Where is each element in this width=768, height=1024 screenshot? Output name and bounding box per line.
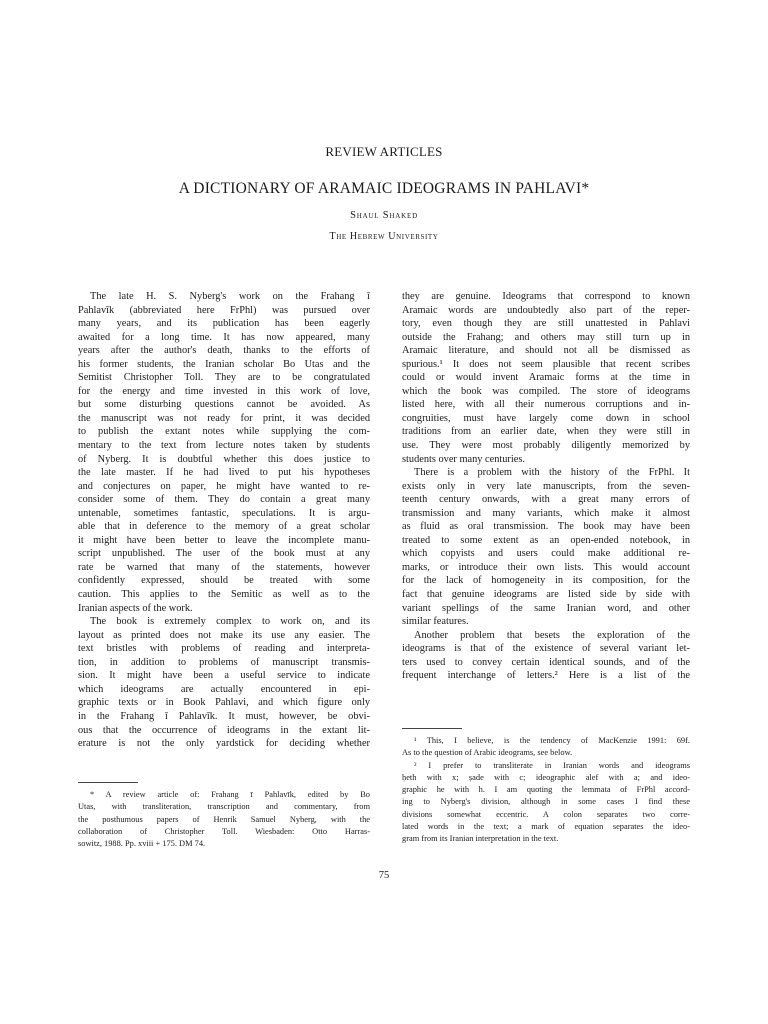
body-line: graphic texts or in Book Pahlavi, and which figure only — [78, 697, 370, 709]
body-line: sion. It might have been a useful service to indicate — [78, 670, 370, 682]
footnote-line: sowitz, 1988. Pp. xviii + 175. DM 74. — [78, 839, 206, 849]
body-line: the late master. If he had lived to put his hypotheses — [78, 467, 370, 479]
body-line: many years, and its publication has been eagerly — [78, 318, 370, 330]
section-heading: REVIEW ARTICLES — [325, 144, 443, 159]
body-line: confidently expressed, should be treated with some — [78, 575, 370, 587]
footnote-line: As to the question of Arabic ideograms, see below. — [402, 748, 573, 758]
body-line: transmission and many variants, which make it almost — [402, 507, 690, 519]
footnote-line: ¹ This, I believe, is the tendency of MacKenzie 1991: 69f. — [414, 736, 690, 745]
author-affiliation: The Hebrew University — [329, 231, 439, 242]
footnote-line: ḥeth with x; ṣade with c; ideographic alef with a; and ideo- — [402, 772, 690, 782]
footnote-line: * A review article of: Frahang ī Pahlavīk, edited by Bo — [90, 790, 370, 799]
body-line: awaited for a long time. It has now appeared, many — [78, 331, 370, 343]
body-line: variant spellings of the same Iranian word, and other — [402, 602, 690, 614]
body-line: teenth century onwards, with a great many errors of — [402, 494, 690, 506]
body-line: rate be warned that many of the statements, however — [78, 561, 370, 573]
body-line: they are genuine. Ideograms that correspond to known — [402, 291, 690, 302]
body-line: use. They were most probably diligently memorized by — [402, 440, 690, 452]
footnote-line: collaboration of Christopher Toll. Wiesbaden: Otto Harras- — [78, 826, 370, 836]
body-line: There is a problem with the history of the FrPhl. It — [414, 467, 690, 479]
body-line: erature is not the only yardstick for deciding whether — [78, 738, 370, 750]
body-line: which copyists and users could make additional re- — [402, 548, 690, 560]
body-line: it might have been better to leave the incomplete manu- — [78, 534, 370, 546]
body-line: as fluid as oral transmission. The book may have been — [402, 521, 690, 533]
body-line: exists only in very late manuscripts, from the seven- — [402, 480, 690, 492]
body-line: the manuscript was not ready for print, it was decided — [78, 412, 370, 424]
body-line: in the Frahang ī Pahlavīk. It must, however, be obvi- — [78, 710, 370, 722]
footnote-line: Utas, with transliteration, transcription and commentary, from — [78, 802, 370, 812]
footnote-divider — [402, 728, 462, 729]
body-line: Pahlavīk (abbreviated here FrPhl) was pursued over — [78, 304, 370, 316]
body-line: which the book was compiled. The store of ideograms — [402, 385, 690, 397]
body-line: Another problem that besets the exploration of the — [414, 629, 690, 641]
author-name: Shaul Shaked — [350, 210, 418, 221]
body-line: The late H. S. Nyberg's work on the Frahang ī — [90, 291, 370, 302]
body-line: outside the Frahang; and others may still turn up in — [402, 331, 690, 343]
body-line: which ideograms are actually encountered in epi- — [78, 683, 370, 695]
body-line: Iranian aspects of the work. — [78, 602, 193, 614]
footnote-line: the posthumous papers of Henrik Samuel Nyberg, with the — [78, 814, 370, 824]
body-line: traditions from an earlier date, when they were still in — [402, 426, 690, 438]
body-line: ideograms is that of the existence of several variant let- — [402, 643, 690, 655]
page-number: 75 — [378, 870, 390, 881]
footnote-divider — [78, 782, 138, 783]
body-line: but some disturbing questions cannot be avoided. As — [78, 399, 370, 411]
footnote-line: divisions somewhat eccentric. A colon separates two corre- — [402, 809, 690, 819]
footnote-line: ing to Nyberg's division, although in some cases I find these — [402, 797, 690, 807]
body-line: untenable, sometimes fantastic, speculations. It is argu- — [78, 507, 370, 519]
body-line: spurious.¹ It does not seem plausible that recent scribes — [402, 358, 690, 370]
footnote-line: lated words in the text; a mark of equation separates the ideo- — [402, 822, 690, 832]
footnote-line: ² I prefer to transliterate in Iranian words and ideograms — [414, 760, 690, 770]
body-line: marks, or introduce their own lists. This would account — [402, 561, 690, 573]
body-line: caution. This applies to the Semitic as well as to the — [78, 589, 370, 601]
body-column-right — [402, 290, 690, 683]
body-line: could or would invent Aramaic forms at the time in — [402, 372, 690, 384]
body-line: mentary to the text from lecture notes taken by students — [78, 440, 370, 452]
body-line: and conjectures on paper, he might have wanted to re- — [78, 480, 370, 492]
body-line: able that in deference to the memory of a great scholar — [78, 521, 370, 533]
footnote-line: graphic he with h. I am quoting the lemmata of FrPhl accord- — [402, 785, 690, 795]
footnote-left — [78, 789, 370, 850]
body-line: for the energy and time invested in this work of love, — [78, 385, 370, 397]
body-line: The book is extremely complex to work on, and its — [90, 616, 370, 628]
body-line: years after the author's death, thanks to the efforts of — [78, 345, 370, 357]
body-line: tion, in addition to problems of manuscript transmis- — [78, 656, 370, 668]
body-line: consider some of them. They do contain a great many — [78, 494, 370, 506]
article-title: A DICTIONARY OF ARAMAIC IDEOGRAMS IN PAHLAVI* — [178, 180, 590, 197]
body-line: Aramaic literature, and should not all be dismissed as — [402, 345, 690, 357]
body-line: Semitist Christopher Toll. They are to be congratulated — [78, 372, 370, 384]
body-line: script unpublished. The user of the book must at any — [78, 548, 370, 560]
body-line: for the lack of homogeneity in its composition, for the — [402, 575, 690, 587]
footnote-line: gram from its Iranian interpretation in the text. — [402, 834, 559, 844]
body-line: of Nyberg. It is doubtful whether this does justice to — [78, 453, 370, 465]
body-line: ters used to convey certain identical sounds, and of the — [402, 656, 690, 668]
body-line: to publish the extant notes while supplying the com- — [78, 426, 370, 438]
body-column-left — [78, 290, 370, 751]
body-line: layout as printed does not make its use any easier. The — [78, 629, 370, 641]
body-line: ous that the occurrence of ideograms in the extant lit- — [78, 724, 370, 736]
body-line: congruities, must have largely come down in school — [402, 412, 690, 424]
body-line: treated to some extent as an open-ended notebook, in — [402, 534, 690, 546]
body-line: text bristles with problems of reading and interpreta- — [78, 643, 370, 655]
body-line: frequent interchange of letters.² Here is a list of the — [402, 670, 690, 682]
body-line: tory, even though they are still unattested in Pahlavi — [402, 318, 690, 330]
body-line: fact that genuine ideograms are listed side by side with — [402, 589, 690, 601]
body-line: Aramaic words are undoubtedly also part of the reper- — [402, 304, 690, 316]
footnote-right — [402, 735, 690, 846]
body-line: his former students, the Iranian scholar Bo Utas and the — [78, 358, 370, 370]
body-line: listed here, with all their numerous corruptions and in- — [402, 399, 690, 411]
body-line: students over many centuries. — [402, 453, 525, 465]
body-line: similar features. — [402, 616, 469, 628]
